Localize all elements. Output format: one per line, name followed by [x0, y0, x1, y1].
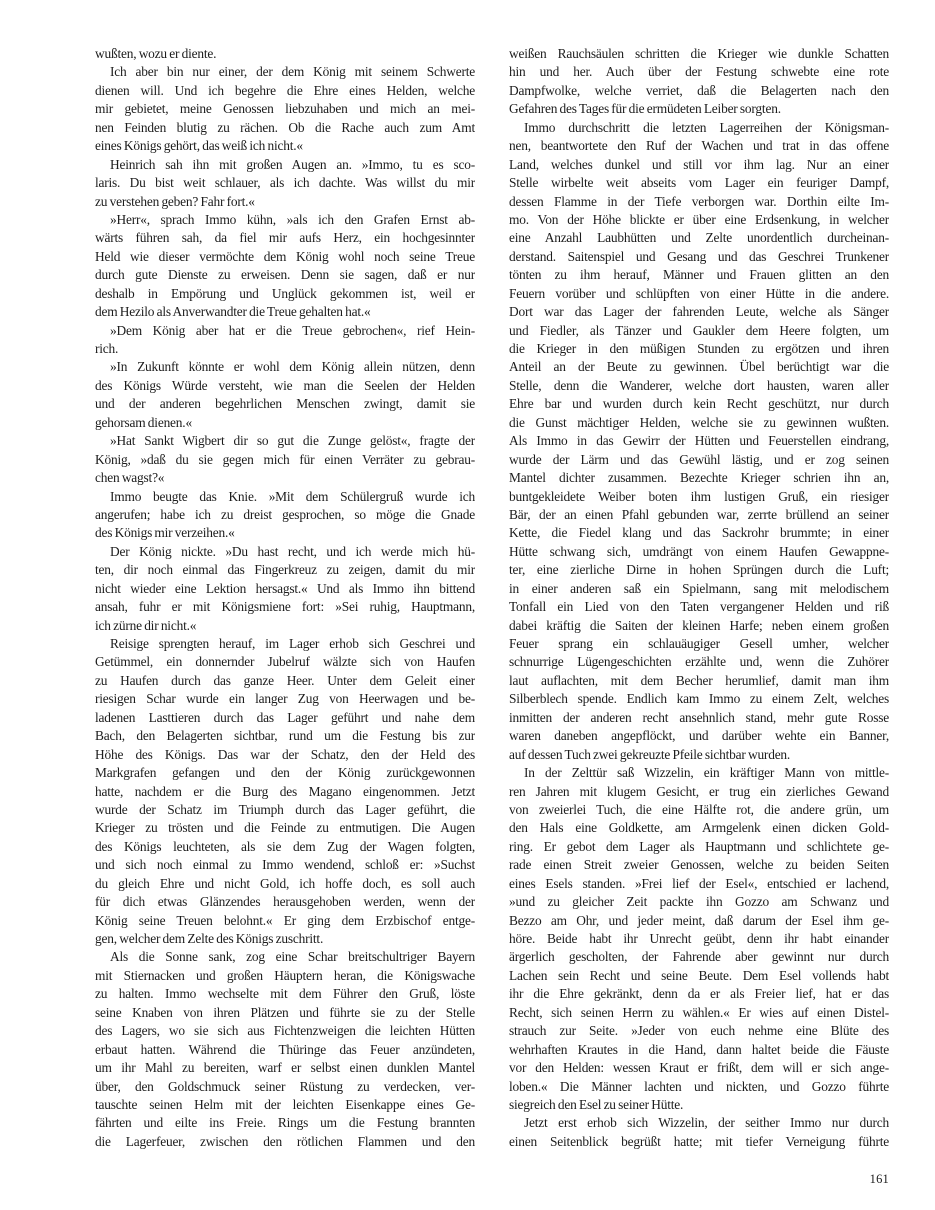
text-line: Hütte schwang sich, umdrängt von einem Haufen Gewappne- — [509, 543, 889, 559]
text-line: erbaut hatten. Während die Thüringe das Feuer anzündeten, — [95, 1041, 475, 1057]
text-line: ren Jahren mit klugem Gesicht, er trug ein zierliches Gewand — [509, 783, 889, 799]
text-line: »In Zukunft könnte er wohl dem König allein nützen, denn — [110, 359, 475, 375]
page-number: 161 — [869, 1172, 889, 1186]
text-line: Mantel dichter zusammen. Bezechte Krieger schrien ihn an, — [509, 470, 889, 486]
text-line: Land, welches dunkel und still vor ihm lag. Nur an einer — [509, 156, 889, 172]
text-line: König seine Treuen belohnt.« Er ging dem Erzbischof entge- — [95, 912, 475, 928]
text-line: zu halten. Immo wechselte mit dem Führer den Gruß, löste — [95, 986, 475, 1002]
text-line: »und zu gleicher Zeit packte ihn Gozzo am Schwanz und — [509, 894, 889, 910]
text-line: auf dessen Tuch zwei gekreuzte Pfeile sichtbar wurden. — [509, 746, 791, 762]
text-line: eine Anzahl Laubhütten und Zelte unordentlich durcheinan- — [509, 230, 889, 246]
text-line: wurde der Schatz im Triumph durch das Lager geführt, die — [95, 801, 475, 817]
text-line: Immo beugte das Knie. »Mit dem Schülergruß wurde ich — [110, 488, 475, 504]
text-line: ihr die Ehre gekränkt, denn da er als Freier lief, hat er das — [509, 986, 889, 1002]
text-line: Als Immo in das Gewirr der Hütten und Feuerstellen eindrang, — [509, 433, 889, 449]
text-line: Lachen sein Recht und seine Beute. Dem Esel vollends habt — [509, 967, 889, 983]
text-line: Feuer sprang ein schlauäugiger Gesell umher, welcher — [509, 636, 889, 651]
text-line: zu verstehen geben? Fahr fort.« — [95, 193, 255, 209]
text-line: Krieger zu trösten und die Feinde zu entmutigen. Die Augen — [95, 820, 475, 836]
text-line: einen Seitenblick begrüßt hatte; mit tiefer Verneigung führte — [509, 1133, 889, 1149]
text-line: »Dem König aber hat er die Treue gebrochen«, rief Hein- — [110, 322, 475, 338]
text-line: in einer anderen saß ein Spielmann, sang mit melodischem — [509, 580, 889, 596]
text-line: gen, welcher dem Zelte des Königs zuschritt. — [95, 931, 324, 946]
text-line: von zweierlei Tuch, die eine Hälfte rot, die andere grün, um — [509, 801, 889, 817]
text-line: nicht wieder eine Lektion hersagst.« Und als Immo ihn bittend — [95, 580, 475, 596]
text-line: dem Hezilo als Anverwandter die Treue gehalten hat.« — [95, 304, 371, 320]
text-line: laut auflachten, mit dem Becher herumlief, damit man ihm — [509, 672, 889, 688]
left-text-column — [95, 45, 475, 1151]
text-line: Immo durchschritt die letzten Lagerreihen der Königsman- — [524, 119, 889, 135]
text-line: und sich noch einmal zu Immo wendend, schloß er: »Suchst — [95, 857, 475, 873]
text-line: Held wie dieser vermöchte dem König wohl noch seine Treue — [95, 248, 475, 264]
text-line: rich. — [95, 341, 119, 356]
text-line: Höhe des Königs. Das war der Schatz, den der Held des — [95, 746, 475, 762]
text-line: dabei kräftig die Saiten der kleinen Harfe; neben einem großen — [509, 617, 889, 633]
text-line: Ehre bar und wurden durch kein Recht geschützt, nur durch — [509, 396, 889, 412]
text-line: du gleich Ehre und nicht Gold, ich hoffe doch, es soll auch — [95, 875, 475, 891]
text-line: des Lagers, wo sie sich aus Fichtenzweigen die leichten Hütten — [95, 1023, 475, 1039]
text-line: für dich etwas Glänzendes herausgehoben werden, wenn der — [95, 894, 475, 910]
text-line: mir gebietet, meine Genossen liebzuhaben und mich an mei- — [95, 101, 475, 117]
text-line: ladenen Lasttieren durch das Lager geführt und nahe dem — [95, 709, 475, 725]
text-line: die Krieger in den müßigen Stunden zu ergötzen und ihren — [509, 341, 889, 356]
text-line: Getümmel, ein donnernder Jubelruf wälzte sich von Haufen — [95, 654, 475, 670]
text-line: und der anderen begehrlichen Menschen zwingt, damit sie — [95, 396, 475, 412]
text-line: Silberblech spende. Endlich kam Immo zu einem Zelt, welches — [509, 691, 889, 707]
text-line: des Königs mir verzeihen.« — [95, 525, 235, 541]
text-line: »Herr«, sprach Immo kühn, »als ich den Grafen Ernst ab- — [110, 211, 475, 227]
text-line: Ich aber bin nur einer, der dem König mit seinem Schwerte — [110, 64, 475, 80]
text-line: riesigen Schar wurde ein langer Zug von Heerwagen und be- — [95, 691, 475, 707]
text-line: über, den Goldschmuck seiner Rüstung zu verdecken, ver- — [95, 1078, 475, 1094]
text-line: loben.« Die Männer lachten und nickten, und Gozzo führte — [509, 1078, 889, 1094]
text-line: des Königs leuchteten, als sie dem Zug der Wagen folgten, — [95, 838, 475, 854]
text-line: ärgerlich gescholten, der Fahrende aber gewinnt nur durch — [509, 949, 889, 965]
text-line: ten, dir noch einmal das Fingerkreuz zu zeigen, damit du mir — [95, 562, 475, 578]
text-line: Stelle, denn die Wanderer, welche dort hausten, waren aller — [509, 377, 889, 393]
text-line: eines Königs gehört, das weiß ich nicht.« — [95, 138, 303, 154]
text-line: des Königs Würde versteht, wie man die Seelen der Helden — [95, 377, 475, 393]
text-line: »Hat Sankt Wigbert dir so gut die Zunge gelöst«, fragte der — [110, 433, 475, 449]
text-line: deshalb in Empörung und Unglück gekommen ist, weil er — [95, 285, 475, 301]
text-line: wärts führen sah, da fiel mir aufs Herz, ein hochgesinnter — [95, 230, 475, 246]
text-line: mit Stiernacken und großen Häuptern heran, die Königswache — [95, 967, 475, 983]
text-line: ansah, fuhr er mit Königsmiene fort: »Sei ruhig, Hauptmann, — [95, 599, 475, 615]
text-line: König, »daß du sie gegen mich für einen Verräter zu gebrau- — [95, 451, 475, 467]
text-line: Tonfall ein Lied von den Taten vergangener Helden und riß — [509, 599, 889, 615]
text-line: Gefahren des Tages für die ermüdeten Leiber sorgten. — [509, 101, 781, 117]
text-line: wußten, wozu er diente. — [95, 46, 217, 61]
text-columns — [95, 45, 889, 1151]
text-line: mo. Von der Höhe blickte er über eine Erdsenkung, in welcher — [509, 211, 889, 227]
text-line: Als die Sonne sank, zog eine Schar breitschultriger Bayern — [110, 949, 475, 965]
text-line: seine Knaben von ihren Plätzen und führte sie zu der Stelle — [95, 1004, 475, 1020]
text-line: In der Zelttür saß Wizzelin, ein kräftiger Mann von mittle- — [524, 765, 889, 781]
text-line: um ihr Mahl zu bereiten, warf er selbst einen dunklen Mantel — [95, 1060, 475, 1076]
text-line: inmitten der anderen recht ansehnlich stand, mehr gute Rosse — [509, 709, 889, 725]
right-text-column — [509, 45, 889, 1151]
text-line: nen, beantwortete den Ruf der Wachen und trat in das offene — [509, 138, 889, 154]
text-line: Markgrafen gefangen und den der König zurückgewonnen — [95, 765, 475, 781]
text-line: Anteil an der Beute zu gewinnen. Übel berüchtigt war die — [509, 359, 889, 375]
text-line: nen Feinden blutig zu rächen. Ob die Rache auch zum Amt — [95, 119, 475, 135]
text-line: Kette, die Fiedel klang und das Sackrohr brummte; in einer — [509, 525, 889, 541]
text-line: Der König nickte. »Du hast recht, und ich werde mich hü- — [110, 543, 475, 559]
text-line: und Fiedler, als Tänzer und Gaukler dem Heere folgten, um — [509, 322, 889, 338]
text-line: weißen Rauchsäulen schritten die Krieger wie dunkle Schatten — [509, 46, 889, 61]
text-line: waren daneben angepflöckt, und darüber wehte ein Banner, — [509, 728, 889, 744]
text-line: Jetzt erst erhob sich Wizzelin, der seither Immo nur durch — [524, 1115, 889, 1131]
text-line: Dampfwolke, welche verriet, daß die Belagerten nach den — [509, 82, 889, 98]
text-line: gehorsam dienen.« — [95, 414, 192, 430]
text-line: strauch zur Seite. »Jeder von euch nehme eine Blüte des — [509, 1023, 889, 1039]
text-line: tauschte seinen Helm mit der leichten Eisenkappe eines Ge- — [95, 1096, 475, 1112]
text-line: Reisige sprengten herauf, im Lager erhob sich Geschrei und — [110, 636, 475, 651]
text-line: buntgekleidete Weiber boten ihm lustigen Gruß, ein riesiger — [509, 488, 889, 504]
text-line: den Hals eine Goldkette, am Armgelenk einen dicken Gold- — [509, 820, 889, 836]
text-line: die Lagerfeuer, zwischen den rötlichen Flammen und den — [95, 1133, 475, 1149]
text-line: ter, eine zierliche Dirne in hohen Sprüngen durch die Luft; — [509, 562, 889, 578]
text-line: derstand. Saitenspiel und Gesang und das Geschrei Trunkener — [509, 248, 889, 264]
text-line: hatte, nachdem er die Burg des Magano eingenommen. Jetzt — [95, 783, 475, 799]
text-line: chen wagst?« — [95, 470, 165, 486]
text-line: Feuern vorüber und schlüpften von einer Hütte in die andere. — [509, 285, 889, 301]
text-line: tönten zu ihm herauf, Männer und Frauen glitten an den — [509, 267, 889, 283]
text-line: rade einen Streit zweier Genossen, welche zu beiden Seiten — [509, 857, 889, 873]
text-line: ich zürne dir nicht.« — [95, 617, 197, 633]
text-line: Dort war das Lager der fahrenden Leute, welche als Sänger — [509, 304, 889, 320]
text-line: höre. Beide habt ihr Unrecht geübt, denn ihr habt einander — [509, 931, 889, 946]
text-line: Bezzo am Ohr, und jeder meint, daß darum der Esel ihm ge- — [509, 912, 889, 928]
text-line: dienen will. Und ich begehre die Ehre eines Helden, welche — [95, 82, 475, 98]
text-line: wurde der Lärm und das Gewühl lästig, und er zog seinen — [509, 451, 889, 467]
text-line: Bach, den Belagerten sichtbar, rund um die Festung bis zur — [95, 728, 475, 744]
text-line: Recht, sich seinen Herrn zu wählen.« Er wies auf einen Distel- — [509, 1004, 889, 1020]
text-line: dessen Flamme in der Tiefe verborgen war. Dorthin eilte Im- — [509, 193, 889, 209]
text-line: fährten und eilte ins Freie. Rings um die Festung brannten — [95, 1115, 475, 1131]
text-line: zu Haufen durch das ganze Heer. Unter dem Geleit einer — [95, 672, 475, 688]
text-line: ring. Er gebot dem Lager als Hauptmann und schlichtete ge- — [509, 838, 889, 854]
text-line: laris. Du bist weit schlauer, als ich dachte. Was willst du mir — [95, 175, 475, 191]
text-line: vor den Helden: wessen Kraut er frißt, dem will er sich ange- — [509, 1060, 889, 1076]
text-line: Bär, der an einen Pfahl gebunden war, zerrte brüllend an seiner — [509, 506, 889, 522]
text-line: Stelle wirbelte weit abseits vom Lager ein feuriger Dampf, — [509, 175, 889, 191]
text-line: hin und her. Auch über der Festung schwebte eine rote — [509, 64, 889, 80]
text-line: angerufen; habe ich zu dreist gesprochen, so möge die Gnade — [95, 506, 475, 522]
text-line: Heinrich sah ihn mit großen Augen an. »Immo, tu es sco- — [110, 156, 475, 172]
text-line: siegreich den Esel zu seiner Hütte. — [509, 1096, 684, 1112]
text-line: eines Esels standen. »Frei lief der Esel«, entschied er lachend, — [509, 875, 889, 891]
text-line: wehrhaften Krautes in die Hand, dann haltet beide die Fäuste — [509, 1041, 889, 1057]
text-line: durch gute Dienste zu erweisen. Denn sie sagen, daß er nur — [95, 267, 475, 283]
text-line: die Gunst mächtiger Helden, welche sie zu gewinnen wußten. — [509, 414, 889, 430]
text-line: schnurrige Lügengeschichten erzählte und, wenn die Zuhörer — [509, 654, 889, 670]
